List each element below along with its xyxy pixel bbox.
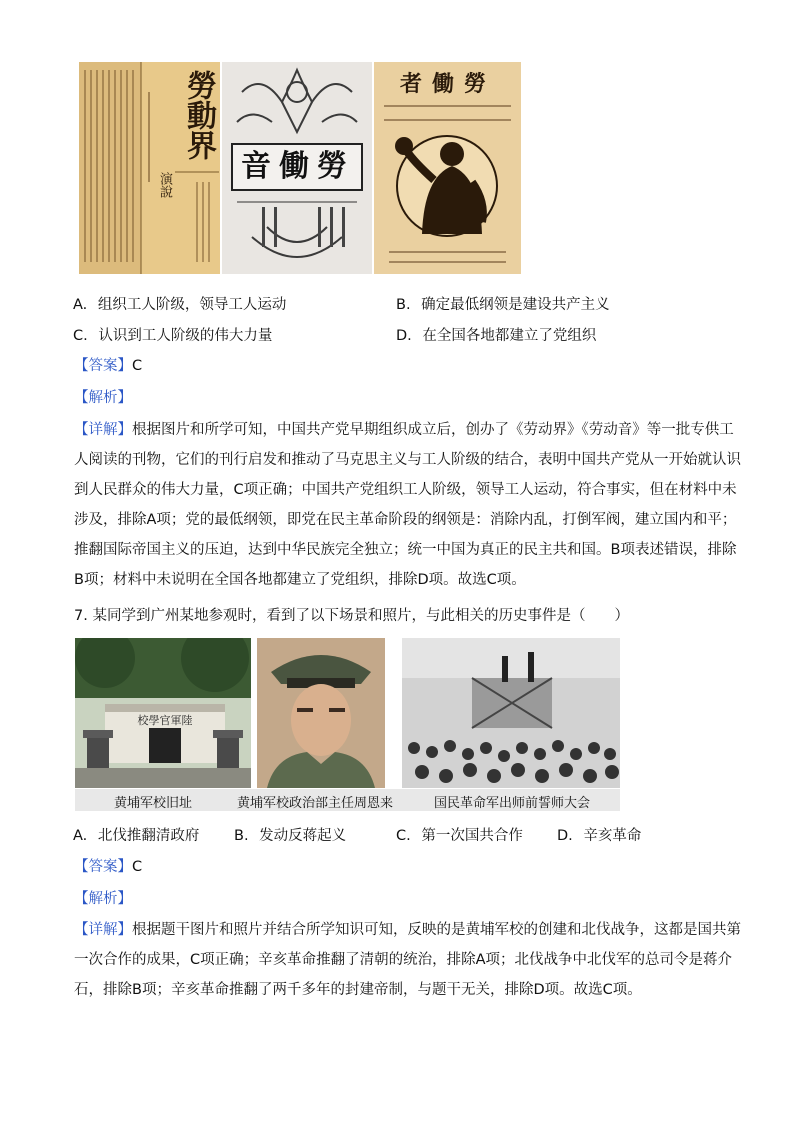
q7-option-c: [396, 826, 523, 846]
q6-option-b: [396, 295, 610, 315]
q7-option-c-text: 第一次国共合作: [421, 828, 523, 844]
q6-answer-value: C: [132, 358, 143, 374]
q7-detail-label: 【详解】: [74, 922, 132, 938]
q6-detail-line-3: 到人民群众的伟大力量，C项正确；中国共产党组织工人阶级，领导工人运动，符合事实，但在材料中未: [74, 482, 737, 498]
q6-detail-line-2: 人阅读的刊物，它们的刊行启发和推动了马克思主义与工人阶级的结合，表明中国共产党从一开始就认识: [74, 452, 741, 468]
laodongjie-title: 勞動界: [181, 70, 216, 160]
q6-option-d-text: 在全国各地都建立了党组织: [422, 328, 597, 344]
q7-option-d: [557, 826, 641, 846]
q7-analysis-heading: [74, 889, 132, 909]
q7-answer-label: 【答案】: [74, 859, 132, 875]
q7-detail-line-2: 一次合作的成果，C项正确；辛亥革命推翻了清朝的统治，排除A项；北伐战争中北伐军的总司令是蒋介: [74, 952, 733, 968]
q6-detail-line-5: 推翻国际帝国主义的压迫，达到中华民族完全独立；统一中国为真正的民主共和国。B项表述错误，排除: [74, 542, 737, 558]
q6-answer: [74, 356, 142, 376]
laodongyin-magazine-image: [222, 62, 372, 274]
q7-option-d-letter: D.: [557, 828, 573, 844]
q7-answer: [74, 857, 142, 877]
q6-detail-line-1: 【详解】根据图片和所学可知，中国共产党早期组织成立后，创办了《劳动界》《劳动音》等一批专供工: [74, 422, 734, 438]
q7-option-b: [234, 826, 346, 846]
q7-detail-line-1: 【详解】根据题干图片和照片并结合所学知识可知，反映的是黄埔军校的创建和北伐战争，这都是国共第: [74, 922, 741, 938]
q6-detail-line-6: B项；材料中未说明在全国各地都建立了党组织，排除D项。故选C项。: [74, 572, 526, 588]
q6-option-c-text: 认识到工人阶级的伟大力量: [98, 328, 273, 344]
q6-option-a: [73, 295, 286, 315]
q7-option-a-letter: A.: [73, 828, 88, 844]
q6-detail-line-4: 涉及，排除A项；党的最低纲领，即党在民主革命阶段的纲领是：消除内乱，打倒军阀，建立国内和平；: [74, 512, 737, 528]
q6-analysis-heading: [74, 388, 132, 408]
laodongjie-subtitle: 演說: [157, 172, 172, 198]
huangpu-gate-sign: 校學官軍陸: [137, 714, 193, 727]
laodongyin-title: 音働勞: [241, 149, 355, 184]
q7-option-b-letter: B.: [234, 828, 249, 844]
zhou-enlai-portrait: [257, 638, 385, 788]
q6-option-c-letter: C.: [73, 328, 88, 344]
caption-oath-rally: 国民革命军出师前誓师大会: [434, 796, 591, 811]
caption-huangpu-gate: 黄埔军校旧址: [114, 796, 193, 811]
caption-zhou-enlai: 黄埔军校政治部主任周恩来: [237, 796, 394, 811]
q7-option-c-letter: C.: [396, 828, 411, 844]
q7-analysis-label: 【解析】: [74, 891, 132, 907]
q7-detail-line-3: 石，排除B项；辛亥革命推翻了两千多年的封建帝制，与题干无关，排除D项。故选C项。: [74, 982, 642, 998]
q6-answer-label: 【答案】: [74, 358, 132, 374]
q7-option-b-text: 发动反蒋起义: [259, 828, 347, 844]
laodongzhe-magazine-image: [374, 62, 521, 274]
q6-option-c: [73, 326, 272, 346]
q6-option-b-text: 确定最低纲领是建设共产主义: [421, 297, 610, 313]
q6-option-a-text: 组织工人阶级，领导工人运动: [97, 297, 287, 313]
q6-option-d: [396, 326, 596, 346]
q6-option-a-letter: A.: [73, 297, 88, 313]
q7-option-a-text: 北伐推翻清政府: [97, 828, 200, 844]
laodongjie-newspaper-image: [79, 62, 220, 274]
q7-detail-paragraph: [74, 915, 741, 1005]
q7-answer-value: C: [132, 859, 143, 875]
q6-option-d-letter: D.: [396, 328, 412, 344]
q7-option-d-text: 辛亥革命: [583, 828, 642, 844]
q6-analysis-label: 【解析】: [74, 390, 132, 406]
oath-rally-photo: [402, 638, 620, 788]
q6-option-b-letter: B.: [396, 297, 411, 313]
q7-stem: 7. 某同学到广州某地参观时，看到了以下场景和照片，与此相关的历史事件是（ ）: [74, 608, 629, 624]
q7-option-a: [73, 826, 199, 846]
huangpu-gate-photo: [75, 638, 251, 788]
q6-detail-paragraph: [74, 415, 741, 595]
q6-detail-label: 【详解】: [74, 422, 132, 438]
laodongzhe-title: 者働勞: [399, 71, 496, 97]
